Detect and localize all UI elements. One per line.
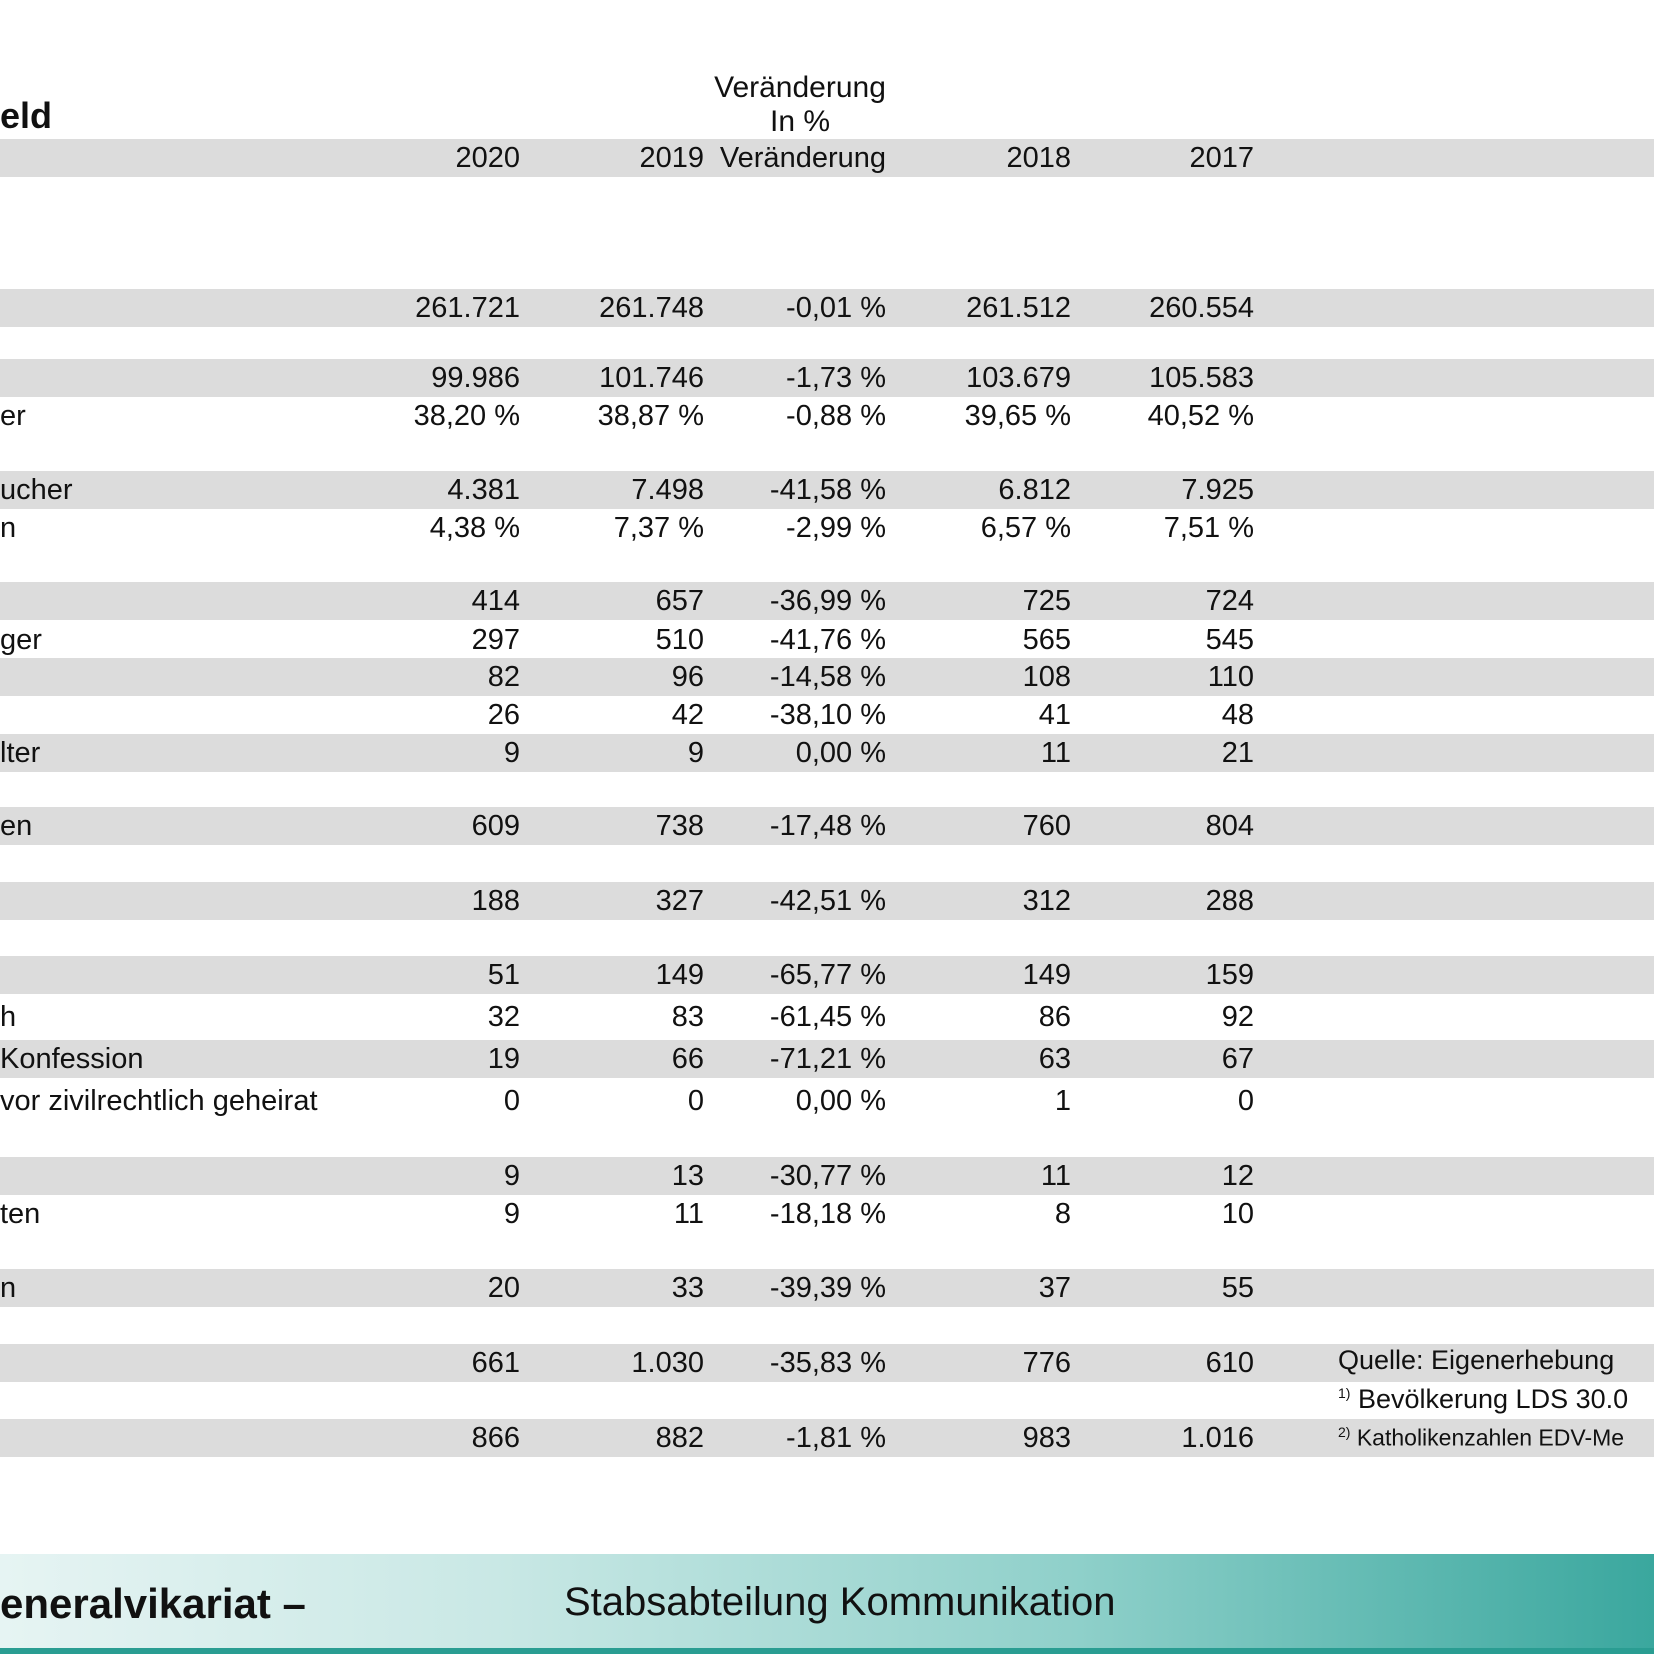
cell-2018: 63 [1038,1043,1071,1075]
cell-2017: 110 [1207,661,1254,693]
footnote-1-marker: 1) [1338,1385,1351,1401]
cell-veraenderung: -35,83 % [769,1347,886,1379]
row-label: vor zivilrechtlich geheirat [0,1085,318,1117]
cell-2020: 188 [471,885,520,917]
cell-veraenderung: 0,00 % [795,737,886,769]
cell-2020: 26 [487,699,520,731]
cell-veraenderung: -0,88 % [786,400,886,432]
cell-2019: 101.746 [599,362,704,394]
cell-2018: 312 [1022,885,1071,917]
page-title: eld [0,95,53,136]
cell-2017: 7.925 [1181,474,1254,506]
cell-2019: 11 [673,1198,704,1230]
col-header-2019: 2019 [639,142,704,174]
cell-veraenderung: -0,01 % [786,292,886,324]
table-row [0,1195,1654,1233]
cell-2020: 32 [487,1001,520,1033]
table-row [0,1269,1654,1307]
cell-2019: 66 [671,1043,704,1075]
cell-2019: 9 [687,737,704,769]
cell-veraenderung: -71,21 % [769,1043,886,1075]
cell-2018: 103.679 [966,362,1071,394]
cell-2020: 19 [487,1043,520,1075]
table-row [0,289,1654,327]
table-row [0,1157,1654,1195]
table-row [0,882,1654,920]
cell-2018: 983 [1022,1422,1071,1454]
cell-2018: 11 [1040,1160,1071,1192]
cell-2020: 20 [487,1272,520,1304]
cell-2020: 609 [471,810,520,842]
cell-2020: 9 [503,737,520,769]
table-row [0,1082,1654,1120]
cell-2019: 149 [655,959,704,991]
cell-2018: 8 [1054,1198,1071,1230]
table-row [0,807,1654,845]
table-row [0,734,1654,772]
footer-org-name: eneralvikariat – [0,1580,306,1627]
row-label: h [0,1001,17,1033]
cell-2018: 6.812 [998,474,1071,506]
cell-veraenderung: -18,18 % [769,1198,886,1230]
cell-2019: 1.030 [631,1347,704,1379]
cell-2019: 7.498 [631,474,704,506]
cell-2017: 55 [1221,1272,1254,1304]
cell-veraenderung: -30,77 % [769,1160,886,1192]
table-row [0,621,1654,659]
cell-2017: 1.016 [1181,1422,1254,1454]
row-label: ger [0,624,42,656]
footnote-2 [1338,1424,1624,1452]
col-header-2020: 2020 [455,142,520,174]
cell-2018: 41 [1038,699,1071,731]
row-label: ucher [0,474,73,506]
cell-2020: 866 [471,1422,520,1454]
cell-veraenderung: -14,58 % [769,661,886,693]
cell-2019: 261.748 [599,292,704,324]
cell-veraenderung: -39,39 % [769,1272,886,1304]
cell-2020: 414 [471,585,520,617]
cell-veraenderung: -38,10 % [769,699,886,731]
cell-2017: 40,52 % [1147,400,1254,432]
header-veraenderung: Veränderung [714,71,886,104]
table-row [0,359,1654,397]
row-label: n [0,1272,17,1304]
cell-2020: 99.986 [431,362,520,394]
cell-2018: 1 [1054,1085,1071,1117]
cell-2020: 297 [471,624,520,656]
footnote-2-text: Katholikenzahlen EDV-Me [1350,1424,1625,1451]
table-row [0,397,1654,435]
cell-2019: 38,87 % [597,400,704,432]
row-label: er [0,400,26,432]
cell-2018: 776 [1022,1347,1071,1379]
footer-divider [0,1648,1654,1654]
cell-2018: 108 [1022,661,1071,693]
footnote-1 [1338,1384,1628,1415]
table-row [0,1040,1654,1078]
cell-2018: 149 [1022,959,1071,991]
cell-veraenderung: -17,48 % [769,810,886,842]
row-label: en [0,810,33,842]
cell-2020: 51 [487,959,520,991]
cell-2017: 0 [1237,1085,1254,1117]
cell-2019: 96 [671,661,704,693]
table-row [0,696,1654,734]
col-header-2017: 2017 [1189,142,1254,174]
cell-2020: 261.721 [415,292,520,324]
cell-veraenderung: -61,45 % [769,1001,886,1033]
cell-2019: 83 [671,1001,704,1033]
cell-2017: 159 [1205,959,1254,991]
cell-veraenderung: -41,76 % [769,624,886,656]
cell-2020: 9 [503,1160,520,1192]
cell-2019: 0 [687,1085,704,1117]
cell-2017: 21 [1221,737,1254,769]
table-row [0,956,1654,994]
source-note: Quelle: Eigenerhebung [1338,1345,1615,1375]
cell-2017: 804 [1205,810,1254,842]
cell-veraenderung: -1,81 % [786,1422,886,1454]
cell-2017: 288 [1205,885,1254,917]
table-row [0,471,1654,509]
cell-2018: 11 [1040,737,1071,769]
cell-2020: 38,20 % [413,400,520,432]
table-row [0,582,1654,620]
footnote-1-text: Bevölkerung LDS 30.0 [1350,1384,1629,1414]
cell-veraenderung: -65,77 % [769,959,886,991]
cell-2020: 661 [471,1347,520,1379]
cell-2019: 510 [655,624,704,656]
cell-veraenderung: -42,51 % [769,885,886,917]
cell-2019: 327 [655,885,704,917]
col-header-veraenderung: Veränderung [719,142,886,174]
header-row [0,139,1654,177]
table-row [0,998,1654,1036]
footer-department: Stabsabteilung Kommunikation [564,1580,1116,1624]
cell-2020: 0 [503,1085,520,1117]
cell-2017: 260.554 [1149,292,1254,324]
cell-2017: 610 [1205,1347,1254,1379]
footnote-2-marker: 2) [1338,1424,1351,1440]
cell-veraenderung: -41,58 % [769,474,886,506]
cell-veraenderung: -2,99 % [786,512,886,544]
cell-2017: 724 [1205,585,1254,617]
cell-2018: 725 [1022,585,1071,617]
cell-2019: 882 [655,1422,704,1454]
cell-2020: 82 [487,661,520,693]
cell-2020: 4,38 % [429,512,520,544]
cell-2018: 760 [1022,810,1071,842]
header-in-percent: In % [769,105,831,138]
table-row [0,658,1654,696]
cell-2019: 738 [655,810,704,842]
cell-2019: 7,37 % [613,512,704,544]
cell-2018: 37 [1038,1272,1071,1304]
row-label: Konfession [0,1043,144,1075]
cell-2019: 33 [671,1272,704,1304]
cell-2019: 42 [671,699,704,731]
cell-2018: 6,57 % [980,512,1071,544]
cell-2019: 657 [655,585,704,617]
cell-2018: 86 [1038,1001,1071,1033]
cell-2019: 13 [671,1160,704,1192]
cell-2017: 545 [1205,624,1254,656]
row-label: lter [0,737,41,769]
cell-2017: 10 [1221,1198,1254,1230]
cell-veraenderung: -1,73 % [786,362,886,394]
cell-2018: 261.512 [966,292,1071,324]
col-header-2018: 2018 [1006,142,1071,174]
cell-2017: 67 [1221,1043,1254,1075]
row-label: n [0,512,17,544]
table-row [0,509,1654,547]
footer-bar [0,1554,1654,1654]
cell-2018: 565 [1022,624,1071,656]
cell-2017: 105.583 [1149,362,1254,394]
cell-2017: 7,51 % [1163,512,1254,544]
cell-veraenderung: 0,00 % [795,1085,886,1117]
cell-2017: 48 [1221,699,1254,731]
cell-veraenderung: -36,99 % [769,585,886,617]
cell-2020: 4.381 [447,474,520,506]
row-label: ten [0,1198,41,1230]
cell-2017: 12 [1221,1160,1254,1192]
cell-2018: 39,65 % [964,400,1071,432]
cell-2017: 92 [1221,1001,1254,1033]
cell-2020: 9 [503,1198,520,1230]
